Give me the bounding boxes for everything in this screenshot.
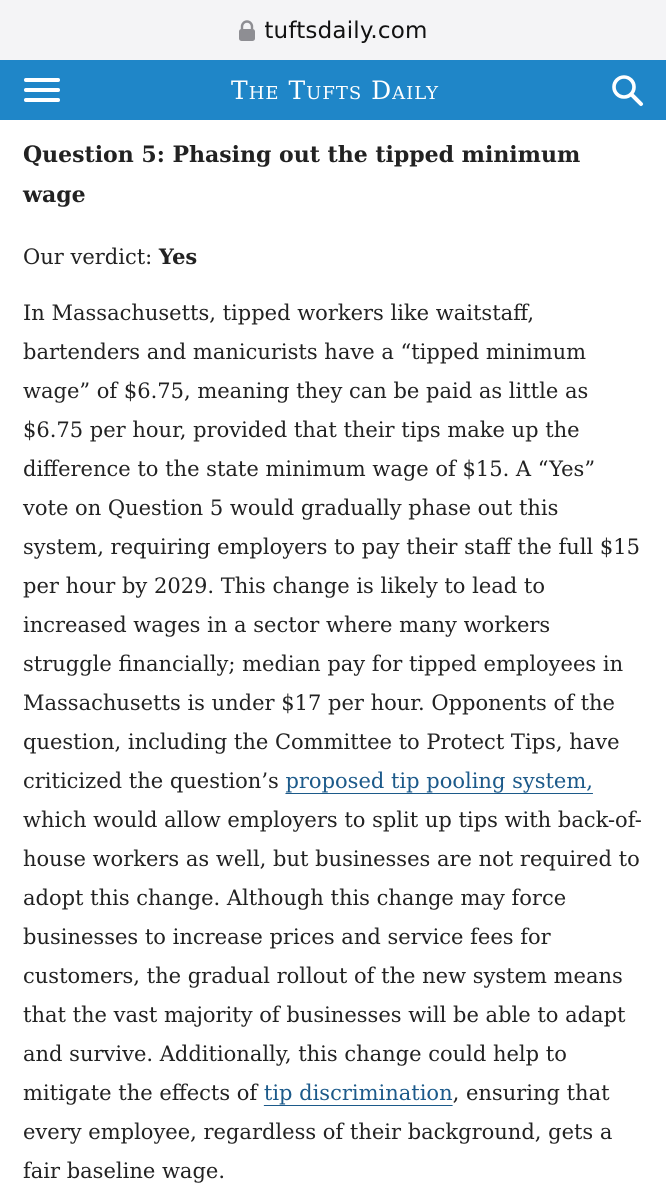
address-bar-content[interactable]	[238, 18, 427, 44]
url-text[interactable]: tuftsdaily.com	[264, 18, 428, 44]
site-header	[0, 60, 666, 120]
verdict-line	[23, 237, 645, 277]
tip-discrimination-link[interactable]: tip discrimination	[263, 1081, 453, 1105]
hamburger-menu-icon[interactable]	[24, 75, 60, 105]
menu-bar-bottom	[24, 98, 60, 102]
paragraph-text-3: , ensuring that every employee, regardless of their background, gets a fair baseline wage.	[23, 1081, 613, 1183]
question-heading: Question 5: Phasing out the tipped minimum wage	[23, 142, 581, 208]
verdict-label: Our verdict:	[23, 245, 159, 269]
browser-address-bar[interactable]	[0, 0, 666, 60]
menu-bar-top	[24, 78, 60, 82]
article-paragraph	[23, 294, 645, 1191]
lock-icon	[238, 20, 256, 42]
verdict-value: Yes	[158, 244, 198, 269]
paragraph-text-2: which would allow employers to split up tips with back-of-house workers as well, but businesses are not required to adopt this change. Although this change may force businesses to increase prices and service fees for customers, the gradual rollout of the new system means that the vast majority of businesses will be able to adapt and survive. Additionally, this change could help to mitigate the effects of	[23, 808, 642, 1105]
article-body	[23, 130, 645, 1191]
search-icon[interactable]	[610, 73, 644, 107]
tip-pooling-link[interactable]: proposed tip pooling system,	[285, 769, 593, 793]
paragraph-text-1: In Massachusetts, tipped workers like waitstaff, bartenders and manicurists have a “tipped minimum wage” of $6.75, meaning they can be paid as little as $6.75 per hour, provided that their tips make up the difference to the state minimum wage of $15. A “Yes” vote on Question 5 would gradually phase out this system, requiring employers to pay their staff the full $15 per hour by 2029. This change is likely to lead to increased wages in a sector where many workers struggle financially; median pay for tipped employees in Massachusetts is under $17 per hour. Opponents of the question, including the Committee to Protect Tips, have criticized the question’s	[23, 301, 640, 793]
site-masthead[interactable]: The Tufts Daily	[231, 75, 439, 105]
menu-bar-middle	[24, 88, 60, 92]
